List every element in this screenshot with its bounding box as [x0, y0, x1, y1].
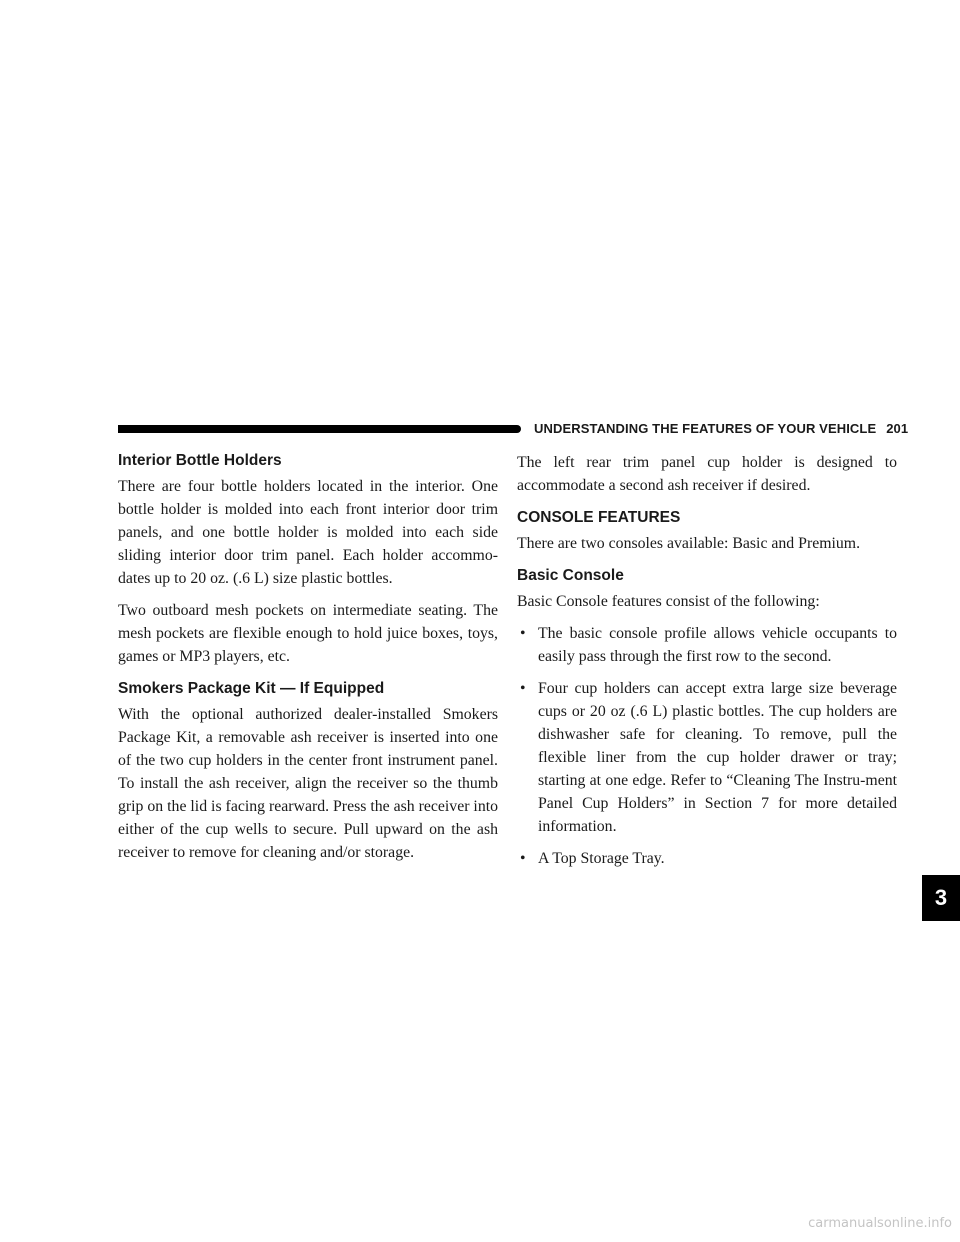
- bullet-icon: •: [520, 850, 526, 867]
- left-column: [118, 451, 498, 873]
- footer-watermark: carmanualsonline.info: [808, 1216, 952, 1231]
- heading-basic-console: Basic Console: [517, 567, 624, 584]
- running-head: [534, 421, 908, 436]
- heading-smokers-package-kit: Smokers Package Kit — If Equipped: [118, 680, 385, 697]
- list-item-text: Four cup holders can accept extra large size beverage cups or 20 oz (.6 L) plastic bottles. The cup holders are dishwasher safe for cleaning. To remove, pull the flexible liner from the cup holder drawer or tray; starting at one edge. Refer to “Cleaning The Instru-ment Panel Cup Holders” in Section 7 for more detailed information.: [538, 680, 897, 835]
- paragraph-bottle-holders: There are four bottle holders located in the interior. One bottle holder is molded into each front interior door trim panels, and one bottle holder is molded into each side sliding interior door trim panel. Each holder accommo-dates up to 20 oz. (.6 L) size plastic bottles.: [118, 478, 498, 587]
- list-item-text: A Top Storage Tray.: [538, 850, 665, 867]
- heading-console-features: CONSOLE FEATURES: [517, 509, 681, 526]
- list-item: [517, 677, 897, 838]
- header-rule: [118, 425, 521, 433]
- page-number: 201: [886, 421, 909, 436]
- right-column: [517, 451, 897, 879]
- list-item: [517, 847, 897, 870]
- chapter-tab: [922, 875, 960, 921]
- paragraph-mesh-pockets: Two outboard mesh pockets on intermediate seating. The mesh pockets are flexible enough to hold juice boxes, toys, games or MP3 players, etc.: [118, 602, 498, 665]
- chapter-tab-number: 3: [934, 885, 948, 910]
- paragraph-smokers-kit: With the optional authorized dealer-installed Smokers Package Kit, a removable ash receiver is inserted into one of the two cup holders in the center front instrument panel. To install the ash receiver, align the receiver so the thumb grip on the lid is facing rearward. Press the ash receiver into either of the cup wells to secure. Pull upward on the ash receiver to remove for cleaning and/or storage.: [118, 706, 498, 861]
- paragraph-consoles-available: There are two consoles available: Basic and Premium.: [517, 535, 861, 552]
- paragraph-basic-console-intro: Basic Console features consist of the following:: [517, 593, 820, 610]
- heading-interior-bottle-holders: Interior Bottle Holders: [118, 452, 282, 469]
- basic-console-feature-list: [517, 622, 897, 870]
- list-item: [517, 622, 897, 668]
- paragraph-rear-trim-cup-holder: The left rear trim panel cup holder is designed to accommodate a second ash receiver if desired.: [517, 454, 897, 494]
- list-item-text: The basic console profile allows vehicle occupants to easily pass through the first row to the second.: [538, 625, 897, 665]
- bullet-icon: •: [520, 680, 526, 697]
- running-head-title: UNDERSTANDING THE FEATURES OF YOUR VEHICLE: [534, 421, 877, 436]
- bullet-icon: •: [520, 625, 526, 642]
